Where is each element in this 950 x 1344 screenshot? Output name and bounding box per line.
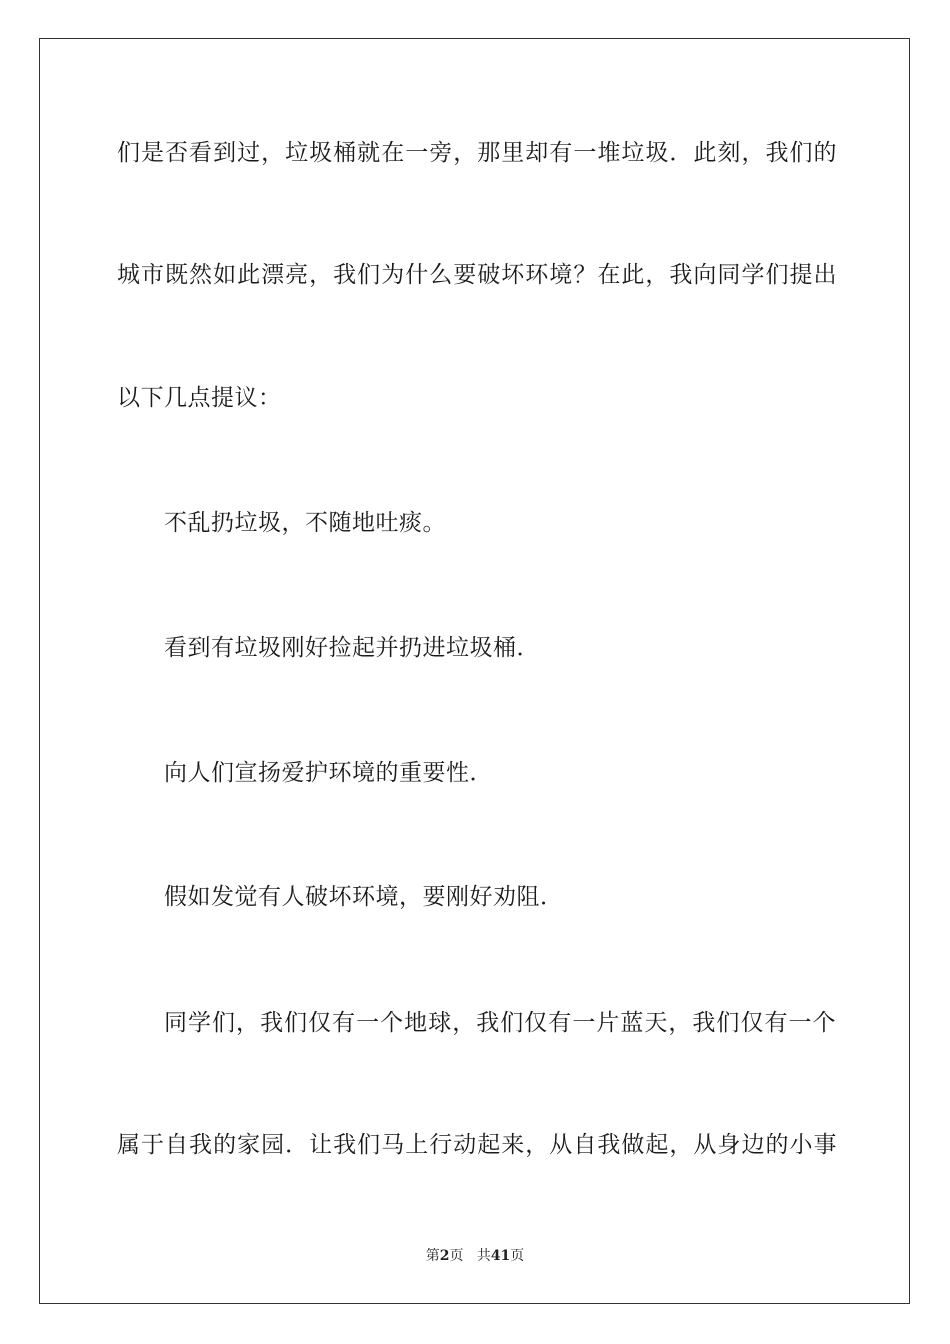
footer-page-suffix: 页 (449, 1248, 464, 1264)
page-footer (0, 1247, 950, 1265)
footer-total-suffix: 页 (510, 1248, 525, 1264)
body-line-7: 假如发觉有人破坏环境，要刚好劝阻． (164, 884, 564, 910)
footer-page-prefix: 第 (425, 1248, 440, 1264)
body-line-1: 们是否看到过，垃圾桶就在一旁，那里却有一堆垃圾．此刻，我们的 (117, 140, 837, 166)
footer-total-prefix: 共 (476, 1248, 491, 1264)
body-line-2: 城市既然如此漂亮，我们为什么要破坏环境？在此，我向同学们提出 (117, 262, 837, 288)
body-line-4: 不乱扔垃圾，不随地吐痰。 (164, 510, 446, 536)
footer-total-pages: 41 (490, 1248, 511, 1264)
body-line-3: 以下几点提议： (117, 385, 282, 411)
body-line-5: 看到有垃圾刚好捡起并扔进垃圾桶． (164, 635, 540, 661)
page-border (39, 38, 910, 1304)
footer-page-number: 2 (439, 1248, 450, 1264)
body-line-8: 同学们，我们仅有一个地球，我们仅有一片蓝天，我们仅有一个 (164, 1010, 836, 1036)
body-line-6: 向人们宣扬爱护环境的重要性． (164, 760, 493, 786)
body-line-9: 属于自我的家园．让我们马上行动起来，从自我做起，从身边的小事 (117, 1132, 837, 1158)
